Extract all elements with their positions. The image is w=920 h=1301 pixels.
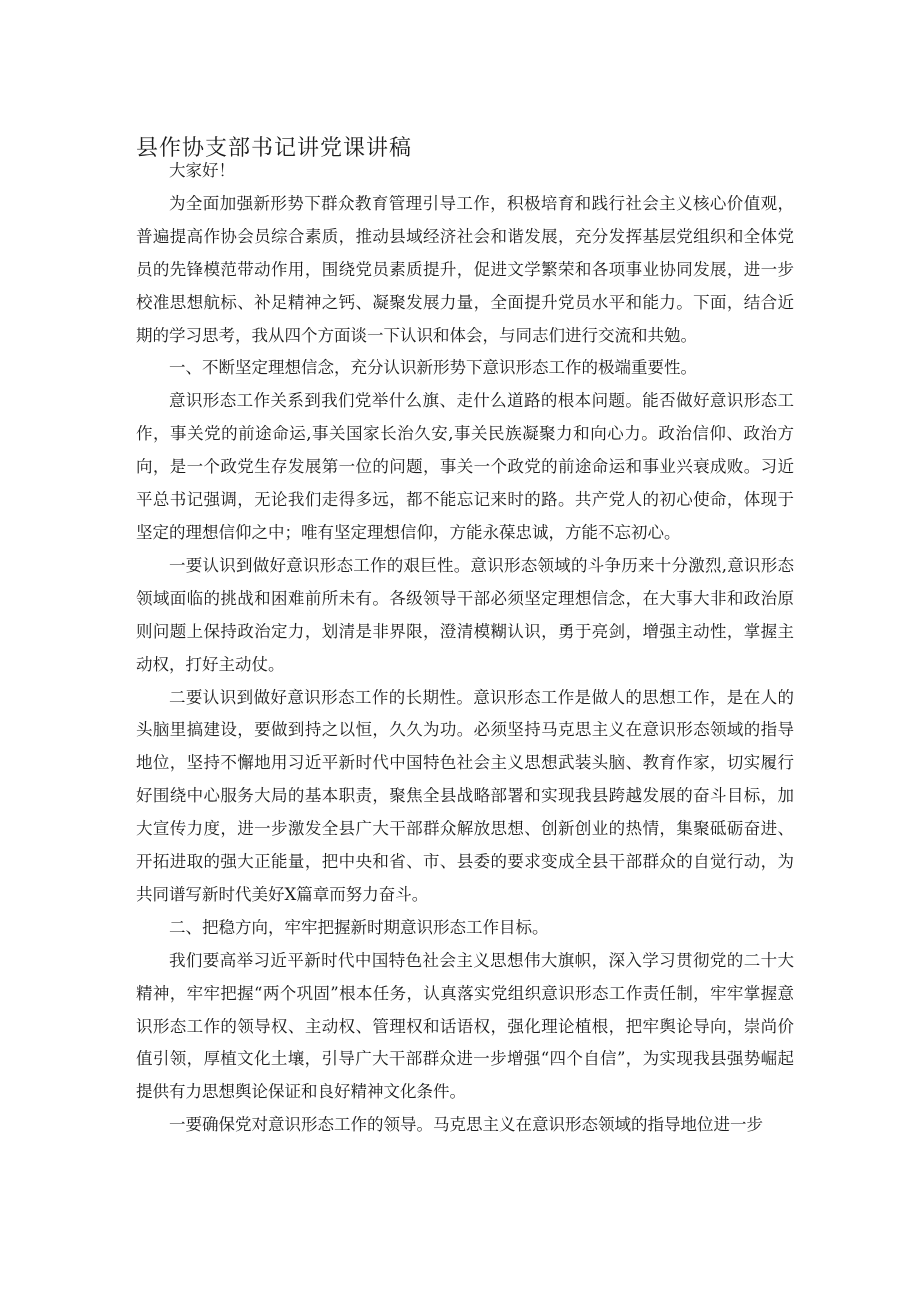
paragraph: 一要认识到做好意识形态工作的艰巨性。意识形态领域的斗争历来十分激烈,意识形态领域面临的挑战和困难前所未有。各级领导干部必须坚定理想信念，在大事大非和政治原则问题上保持政治定力，划清是非界限，澄清模糊认识，勇于亮剑，增强主动性，掌握主动权，打好主动仗。 (136, 555, 794, 674)
section-heading-1: 一、不断坚定理想信念，充分认识新形势下意识形态工作的极端重要性。 (169, 358, 697, 378)
paragraph: 二要认识到做好意识形态工作的长期性。意识形态工作是做人的思想工作，是在人的头脑里搞建设，要做到持之以恒，久久为功。必须坚持马克思主义在意识形态领域的指导地位，坚持不懈地用习近平新时代中国特色社会主义思想武装头脑、教育作家，切实履行好围绕中心服务大局的基本职责，聚焦全县战略部署和实现我县跨越发展的奋斗目标，加大宣传力度，进一步激发全县广大干部群众解放思想、创新创业的热情，集聚砥砺奋进、开拓进取的强大正能量，把中央和省、市、县委的要求变成全县干部群众的自觉行动，为共同谱写新时代美好X篇章而努力奋斗。 (136, 687, 794, 904)
paragraph-greeting: 大家好！ (169, 161, 235, 180)
paragraph: 一要确保党对意识形态工作的领导。马克思主义在意识形态领域的指导地位进一步 (169, 1115, 763, 1135)
paragraph-intro: 为全面加强新形势下群众教育管理引导工作，积极培育和践行社会主义核心价值观，普遍提高作协会员综合素质，推动县域经济社会和谐发展，充分发挥基层党组织和全体党员的先锋模范带动作用，围绕党员素质提升，促进文学繁荣和各项事业协同发展，进一步校准思想航标、补足精神之钙、凝聚发展力量，全面提升党员水平和能力。下面，结合近期的学习思考，我从四个方面谈一下认识和体会，与同志们进行交流和共勉。 (136, 193, 794, 345)
section-heading-2: 二、把稳方向，牢牢把握新时期意识形态工作目标。 (169, 917, 549, 937)
paragraph: 我们要高举习近平新时代中国特色社会主义思想伟大旗帜，深入学习贯彻党的二十大精神，牢牢把握“两个巩固”根本任务，认真落实党组织意识形态工作责任制，牢牢掌握意识形态工作的领导权、主动权、管理权和话语权，强化理论植根，把牢舆论导向，崇尚价值引领，厚植文化土壤，引导广大干部群众进一步增强“四个自信”，为实现我县强势崛起提供有力思想舆论保证和良好精神文化条件。 (136, 950, 794, 1102)
paragraph: 意识形态工作关系到我们党举什么旗、走什么道路的根本问题。能否做好意识形态工作，事关党的前途命运,事关国家长治久安,事关民族凝聚力和向心力。政治信仰、政治方向，是一个政党生存发展第一位的问题，事关一个政党的前途命运和事业兴衰成败。习近平总书记强调，无论我们走得多远，都不能忘记来时的路。共产党人的初心使命，体现于坚定的理想信仰之中；唯有坚定理想信仰，方能永葆忠诚，方能不忘初心。 (136, 391, 794, 542)
document-body (136, 155, 794, 1142)
document-title: 县作协支部书记讲党课讲稿 (136, 136, 413, 161)
